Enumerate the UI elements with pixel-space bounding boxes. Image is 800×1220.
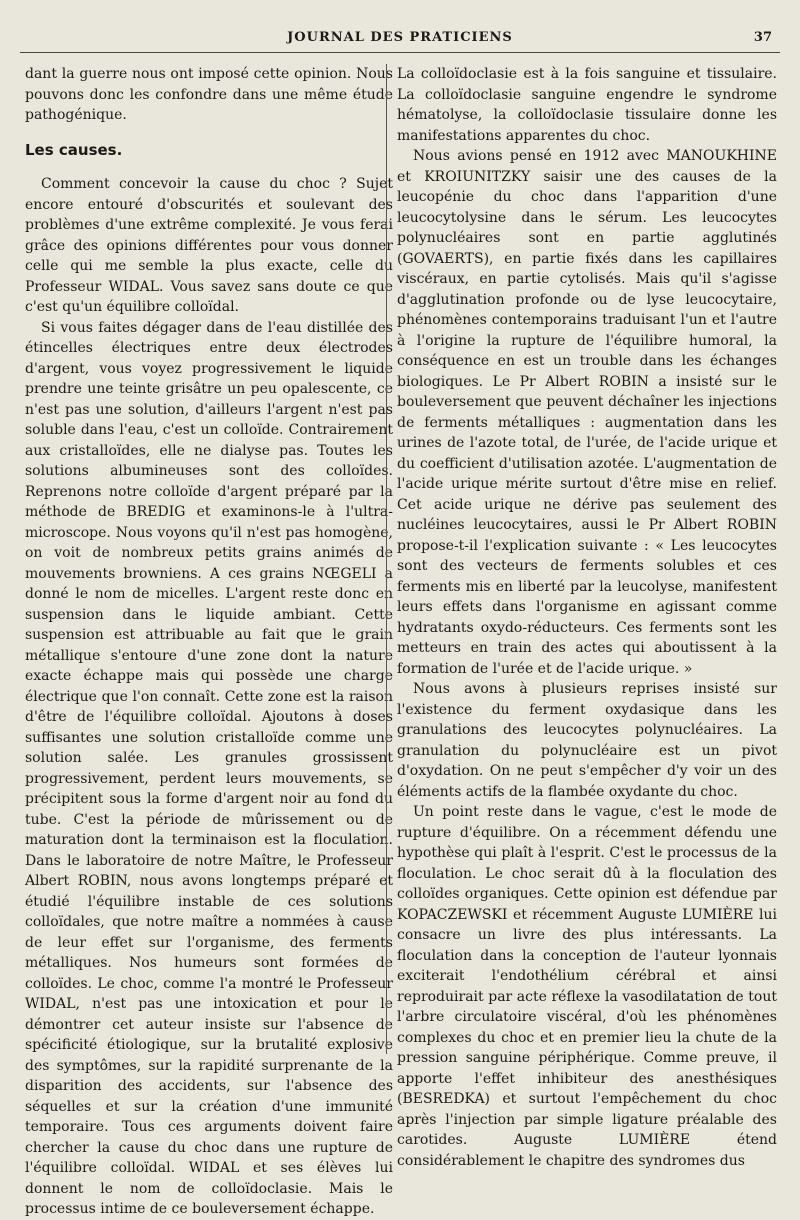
paragraph: La colloïdoclasie est à la fois sanguine et tissulaire. La colloïdoclasie sanguine engendre le syndrome hématolyse, la colloïdoclasie tissulaire donne les manifestations apparentes du choc. — [397, 66, 777, 144]
paragraph: Si vous faites dégager dans de l'eau distillée des étincelles électriques entre deux électrodes d'argent, vous voyez progressivement le liquide prendre une teinte grisâtre un peu opalescente, ce n'est pas une solution, d'ailleurs l'argent n'est pas soluble dans l'eau, c'est un colloïde. Contrairement aux cristalloïdes, elle ne dialyse pas. Toutes les solutions albumineuses sont des colloïdes. Reprenons notre colloïde d'argent préparé par la méthode de BREDIG et examinons-le à l'ultra-microscope. Nous voyons qu'il n'est pas homogène, on voit de nombreux petits grains animés de mouvements browniens. A ces grains NŒGELI a donné le nom de micelles. L'argent reste donc en suspension dans le liquide ambiant. Cette suspension est attribuable au fait que le grain métallique s'entoure d'une zone dont la nature exacte échappe mais qui possède une charge électrique que l'on connaît. Cette zone est la raison d'être de l'équilibre colloïdal. Ajoutons à doses suffisantes une solution cristalloïde comme une solution salée. Les granules grossissent progressivement, perdent leurs mouvements, se précipitent sous la forme d'argent noir au fond du tube. C'est la période de mûrissement ou de maturation dont la terminaison est la floculation. Dans le laboratoire de notre Maître, le Professeur Albert ROBIN, nous avons longtemps préparé et étudié l'équilibre instable de ces solutions colloïdales, que notre maître a nommées à cause de leur effet sur l'organisme, des ferments métalliques. Nos humeurs sont formées de colloïdes. Le choc, comme l'a montré le Professeur WIDAL, n'est pas une intoxication et pour le démontrer cet auteur insiste sur l'absence de spécificité étiologique, sur la brutalité explosive des symptômes, sur la rapidité surprenante de la disparition des accidents, sur l'absence des séquelles et sur la création d'une immunité temporaire. Tous ces arguments doivent faire chercher la cause du choc dans une rupture de l'équilibre colloïdal. WIDAL et ses élèves lui donnent le nom de colloïdoclasie. Mais le processus intime de ce bouleversement échappe. — [25, 319, 393, 1217]
page-number: 37 — [753, 30, 772, 45]
paragraph: Comment concevoir la cause du choc ? Sujet encore entouré d'obscurités et soulevant des problèmes d'une extrême complexité. Je vous ferai grâce des opinions différentes pour vous donner celle qui me semble la plus exacte, celle du Professeur WIDAL. Vous savez sans doute ce que c'est qu'un équilibre colloïdal. — [25, 176, 393, 315]
running-title: JOURNAL DES PRATICIENS — [287, 30, 513, 45]
page-header — [20, 30, 780, 52]
header-rule — [20, 52, 780, 53]
column-divider — [386, 64, 387, 1054]
section-heading: Les causes. — [25, 140, 123, 159]
paragraph: Nous avons à plusieurs reprises insisté sur l'existence du ferment oxydasique dans les granulations des leucocytes polynucléaires. La granulation du polynucléaire est un pivot d'oxydation. On ne peut s'empêcher d'y voir un des éléments actifs de la flambée oxydante du choc. — [397, 681, 777, 800]
continued-paragraph: dant la guerre nous ont imposé cette opinion. Nous pouvons donc les confondre dans une même étude pathogénique. — [25, 66, 393, 123]
paragraph: Un point reste dans le vague, c'est le mode de rupture d'équilibre. On a récemment défendu une hypothèse qui plaît à l'esprit. C'est le processus de la floculation. Le choc serait dû à la floculation des colloïdes organiques. Cette opinion est défendue par KOPACZEWSKI et récemment Auguste LUMIÈRE lui consacre un livre des plus intéressants. La floculation dans la conception de l'auteur lyonnais exciterait l'endothélium cérébral et ainsi reproduirait par acte réflexe la vasodilatation de tout l'arbre circulatoire viscéral, d'où les phénomènes complexes du choc et en premier lieu la chute de la pression sanguine périphérique. Comme preuve, il apporte l'effet inhibiteur des anesthésiques (BESREDKA) et surtout l'empêchement du choc après l'injection par simple ligature préalable des carotides. Auguste LUMIÈRE étend considérablement le chapitre des syndromes dus — [397, 804, 777, 1169]
left-column — [25, 64, 393, 1220]
paragraph: Nous avions pensé en 1912 avec MANOUKHINE et KROIUNITZKY saisir une des causes de la leucopénie du choc dans l'apparition d'une leucocytolysine dans le sérum. Les leucocytes polynucléaires sont en partie agglutinés (GOVAERTS), en partie fixés dans les capillaires viscéraux, en partie cytolisés. Mais qu'il s'agisse d'agglutination profonde ou de lyse leucocytaire, phénomènes contemporains traduisant l'un et l'autre à l'origine la rupture de l'équilibre humoral, la conséquence en est un trouble dans les échanges biologiques. Le Pr Albert ROBIN a insisté sur le bouleversement que peuvent déchaîner les injections de ferments métalliques : augmentation dans les urines de l'azote total, de l'urée, de l'acide urique et du coefficient d'utilisation azotée. L'augmentation de l'acide urique mérite surtout d'être mise en relief. Cet acide urique ne dérive pas seulement des nucléines leucocytaires, aussi le Pr Albert ROBIN propose-t-il l'explication suivante : « Les leucocytes sont des vecteurs de ferments solubles et ces ferments mis en liberté par la leucolyse, manifestent leurs effets dans l'organisme en agissant comme hydratants oxydo-réducteurs. Ces ferments sont les metteurs en train des actes qui aboutissent à la formation de l'urée et de l'acide urique. » — [397, 148, 777, 677]
right-column — [397, 64, 777, 1171]
